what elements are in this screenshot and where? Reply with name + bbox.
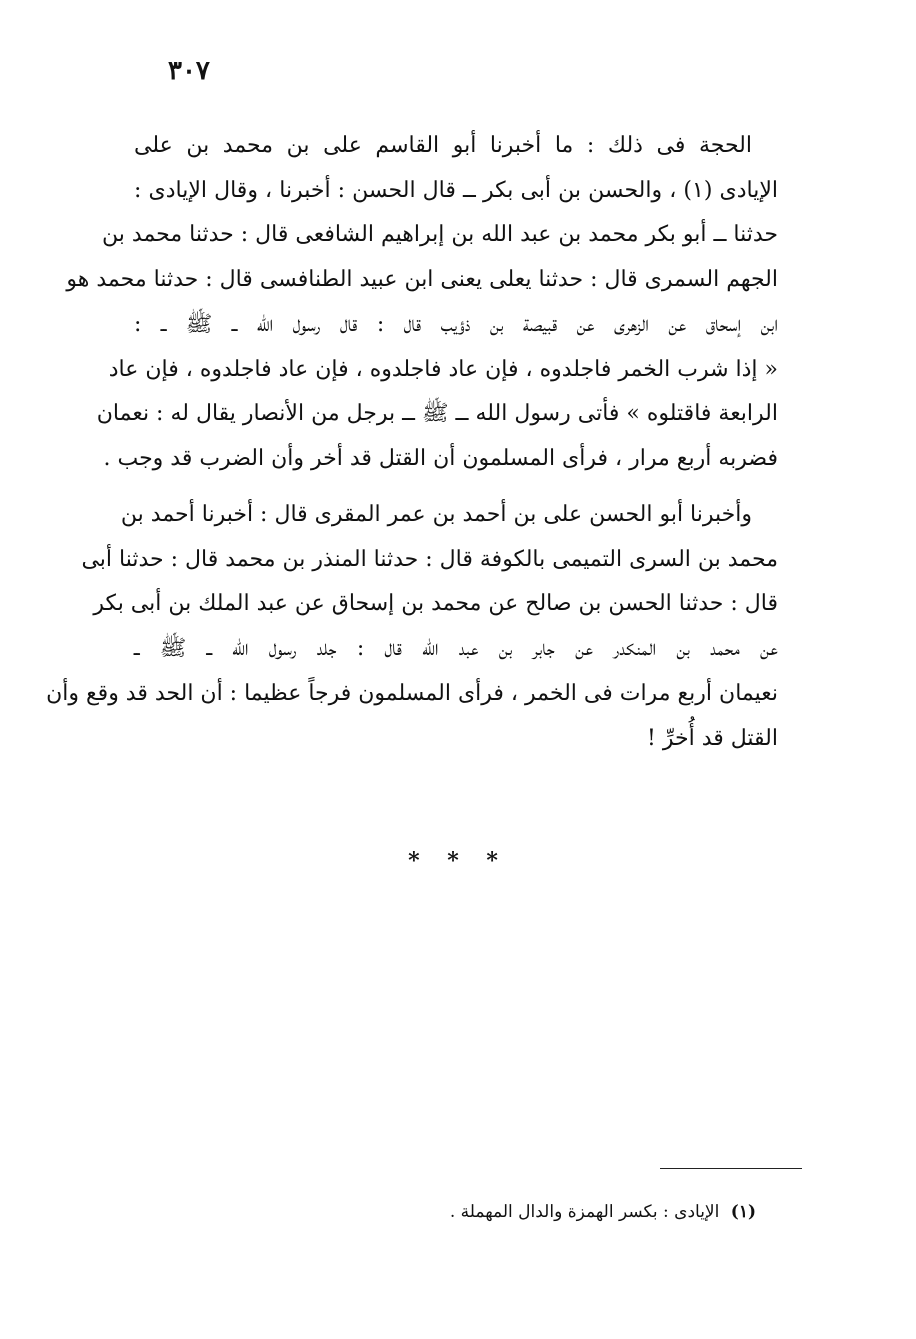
page-number: ٣٠٧ <box>168 56 210 86</box>
text-line: محمد بن السرى التميمى بالكوفة قال : حدثنا المنذر بن محمد قال : حدثنا أبى <box>81 546 778 572</box>
footnote-marker: (١) <box>730 1202 756 1222</box>
text-line: القتل قد أُخرِّ ! <box>647 725 778 751</box>
text-line: قال : حدثنا الحسن بن صالح عن محمد بن إسحاق عن عبد الملك بن أبى بكر <box>93 591 778 617</box>
text-line: « إذا شرب الخمر فاجلدوه ، فإن عاد فاجلدوه ، فإن عاد فاجلدوه ، فإن عاد <box>108 356 778 382</box>
text-line: الرابعة فاقتلوه » فأتى رسول الله ــ ﷺ ــ برجل من الأنصار يقال له : نعمان <box>96 401 778 427</box>
section-separator: * * * <box>408 848 508 874</box>
text-line: نعيمان أربع مرات فى الخمر ، فرأى المسلمون فرجاً عظيما : أن الحد قد وقع وأن <box>46 680 778 706</box>
text-line: ابن إسحاق عن الزهرى عن قبيصة بن ذؤيب قال : قال رسول الله ــ ﷺ ــ : <box>134 311 778 337</box>
text-line: عن محمد بن المنكدر عن جابر بن عبد الله قال : جلد رسول الله ــ ﷺ ــ <box>134 636 778 662</box>
text-line: حدثنا ــ أبو بكر محمد بن عبد الله بن إبراهيم الشافعى قال : حدثنا محمد بن <box>102 222 778 248</box>
text-line: فضربه أربع مرار ، فرأى المسلمون أن القتل قد أخر وأن الضرب قد وجب . <box>103 445 778 471</box>
footnote-text: الإيادى : بكسر الهمزة والدال المهملة . <box>449 1202 720 1222</box>
paragraph-1 <box>66 124 778 482</box>
paragraph-2 <box>46 493 778 761</box>
text-line: وأخبرنا أبو الحسن على بن أحمد بن عمر المقرى قال : أخبرنا أحمد بن <box>120 502 752 527</box>
text-line: الجهم السمرى قال : حدثنا يعلى يعنى ابن عبيد الطنافسى قال : حدثنا محمد هو <box>66 267 778 293</box>
text-line: الإيادى (١) ، والحسن بن أبى بكر ــ قال الحسن : أخبرنا ، وقال الإيادى : <box>134 177 778 203</box>
text-line: الحجة فى ذلك : ما أخبرنا أبو القاسم على بن محمد بن على <box>134 133 752 158</box>
footnote <box>450 1202 756 1222</box>
footnote-divider <box>660 1168 802 1169</box>
